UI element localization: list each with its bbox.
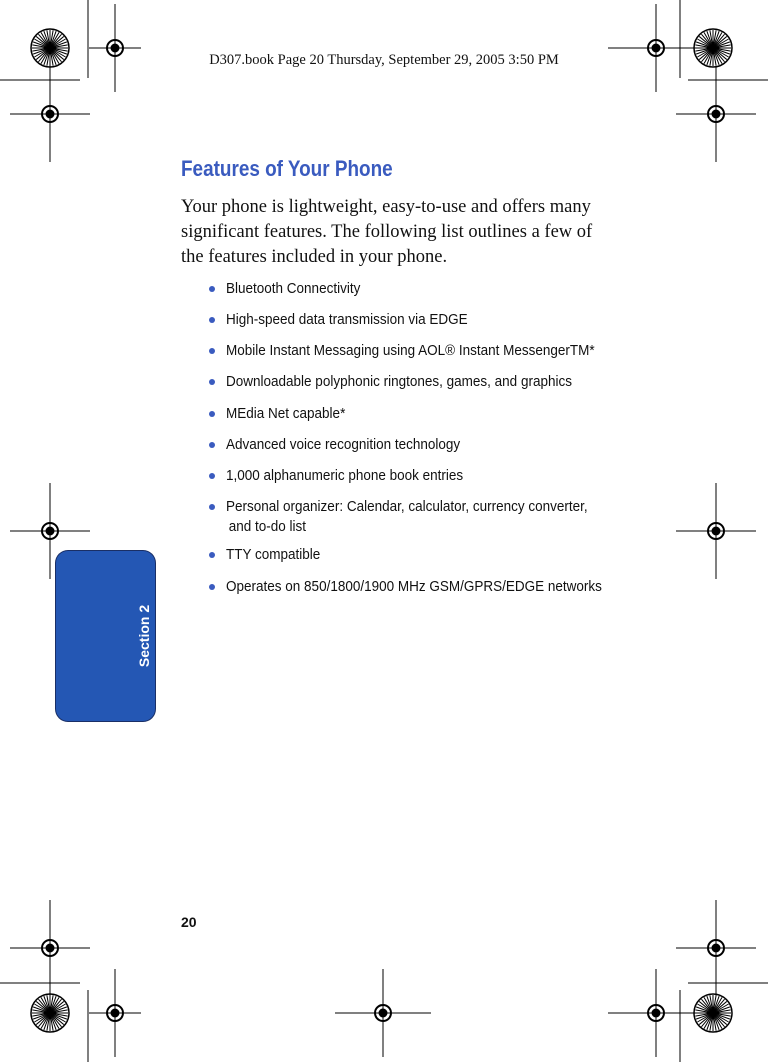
section-tab-label: Section 2 (136, 604, 152, 668)
bullet-icon (209, 379, 215, 385)
registration-dot-icon (712, 527, 720, 535)
page-title: Features of Your Phone (181, 156, 393, 181)
feature-text: Advanced voice recognition technology (226, 436, 461, 453)
bullet-icon (209, 473, 215, 479)
registration-dot-icon (712, 110, 720, 118)
feature-text: 1,000 alphanumeric phone book entries (226, 467, 464, 484)
bullet-icon (209, 504, 215, 510)
registration-dot-icon (652, 44, 660, 52)
feature-text: Operates on 850/1800/1900 MHz GSM/GPRS/EDGE networks (226, 578, 602, 595)
registration-dot-icon (712, 944, 720, 952)
bullet-icon (209, 348, 215, 354)
registration-dot-icon (111, 1009, 119, 1017)
feature-text: High-speed data transmission via EDGE (226, 311, 468, 328)
registration-dot-icon (379, 1009, 387, 1017)
registration-dot-icon (46, 944, 54, 952)
bullet-icon (209, 552, 215, 558)
bullet-icon (209, 317, 215, 323)
feature-text: Mobile Instant Messaging using AOL® Instant MessengerTM* (226, 342, 595, 359)
feature-text: Bluetooth Connectivity (226, 280, 361, 297)
registration-dot-icon (111, 44, 119, 52)
feature-text: TTY compatible (226, 546, 321, 563)
print-header: D307.book Page 20 Thursday, September 29, 2005 3:50 PM (209, 52, 559, 68)
registration-dot-icon (46, 110, 54, 118)
feature-text: MEdia Net capable* (226, 405, 346, 422)
feature-text: Personal organizer: Calendar, calculator, currency converter, (226, 498, 588, 515)
page-number: 20 (181, 914, 197, 930)
intro-line: significant features. The following list outlines a few of (181, 222, 593, 242)
bullet-icon (209, 411, 215, 417)
bullet-icon (209, 584, 215, 590)
bullet-icon (209, 286, 215, 292)
bullet-icon (209, 442, 215, 448)
registration-dot-icon (652, 1009, 660, 1017)
feature-text-continuation: and to-do list (228, 518, 307, 535)
registration-dot-icon (46, 527, 54, 535)
intro-line: the features included in your phone. (181, 247, 448, 267)
feature-text: Downloadable polyphonic ringtones, games, and graphics (226, 373, 572, 390)
intro-line: Your phone is lightweight, easy-to-use and offers many (181, 197, 591, 217)
intro-paragraph (181, 195, 651, 270)
